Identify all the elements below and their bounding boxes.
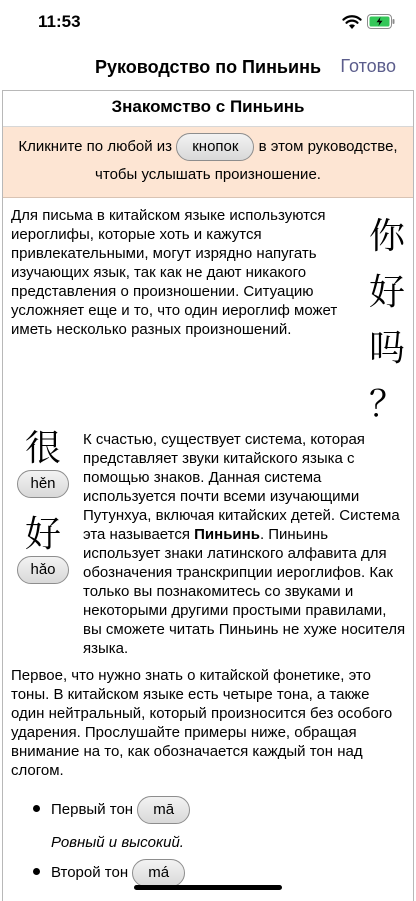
system-section [3,427,413,666]
list-item [3,796,413,828]
tones-intro-paragraph: Первое, что нужно знать о китайской фонетике, это тоны. В китайском языке есть четыре тона, а также один нейтральный, который произносится без особого ударения. Прослушайте примеры ниже, обращая внимание на то, как обозначается каждый тон над слогом. [11,667,393,780]
done-button[interactable]: Готово [340,56,396,76]
pinyin-term: Пиньинь [194,526,260,544]
system-paragraph [83,430,408,658]
navigation-bar [0,44,416,90]
buttons-sample-button[interactable]: кнопок [176,133,254,161]
tone-audio-button[interactable]: mā [137,796,190,824]
hanzi-char: 吗 [369,327,406,369]
tone-label: Второй тон [51,864,129,881]
battery-charging-icon [367,14,395,29]
tone-audio-button[interactable]: má [132,859,185,887]
pinyin-audio-button[interactable]: hěn [17,470,68,498]
guide-content[interactable] [2,90,414,901]
intro-section [3,198,413,430]
wifi-icon [342,14,362,30]
hanzi-column [369,208,405,432]
example-pair [11,512,75,584]
hanzi-char: 好 [369,271,406,313]
notice-text-before: Кликните по любой из [18,138,173,155]
status-bar [0,0,416,44]
example-hanzi: 好 [24,513,61,555]
system-text-part1: К счастью, существует система, которая представляет звуки китайского языка с помощью знаков. Данная система используется почти всеми изучающими Путунхуа, включая китайских детей. Система эта называется [83,431,400,544]
hanzi-char: 你 [369,215,406,257]
home-indicator[interactable] [134,885,282,890]
bullet-icon [33,868,40,875]
hanzi-char: ？ [369,383,406,425]
page-title-text: Руководство по Пиньинь [94,57,322,77]
notice-banner [3,127,413,198]
bullet-icon [33,805,40,812]
tones-section [3,666,413,891]
notice-text-after: в этом руководстве, чтобы услышать произношение. [95,138,398,184]
example-pair [11,426,75,498]
example-hanzi: 很 [24,427,61,469]
pinyin-audio-button[interactable]: hǎo [17,556,68,584]
system-text-part2: . Пиньинь использует знаки латинского алфавита для обозначения транскрипции иероглифов. Как только вы познакомитесь со звуками и некоторыми другими простыми правилами, вы сможете читать Пиньинь не хуже носителя языка. [83,526,406,658]
tone-label: Первый тон [51,801,134,818]
tone-description: Ровный и высокий. [51,834,184,852]
section-title: Знакомство с Пиньинь [3,91,413,127]
tones-list [3,796,413,891]
status-time: 11:53 [38,12,81,31]
intro-paragraph: Для письма в китайском языке используются иероглифы, которые хоть и кажутся привлекательными, могут изрядно напугать изучающих язык, так как не дают никакого представления о произношении. Ситуацию усложняет еще и то, что один иероглиф может иметь несколько разных произношений. [11,207,338,339]
